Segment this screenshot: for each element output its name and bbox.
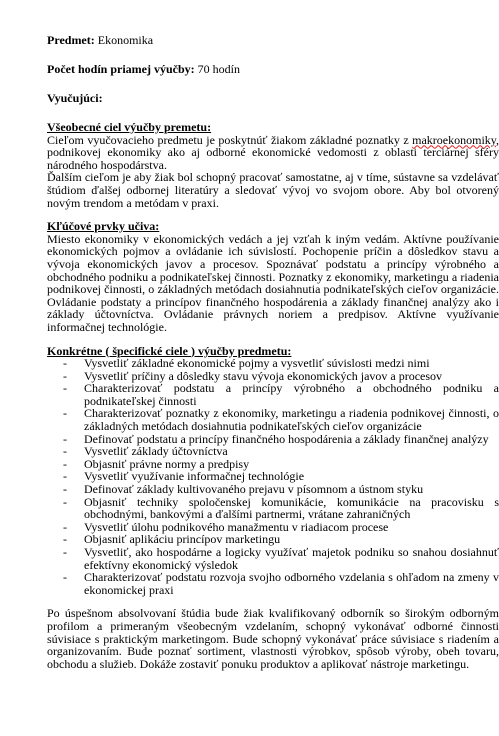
list-item: - Charakterizovať poznatky z ekonomiky, marketingu a riadenia podnikovej činnosti, o základných metódach dosiahnutia podnikateľských cieľov organizácie [47,407,499,432]
document-page [47,34,499,670]
list-item: - Vysvetliť príčiny a dôsledky stavu vývoja ekonomických javov a procesov [47,370,499,383]
list-item: - Vysvetliť využívanie informačnej technológie [47,470,499,483]
hours-line [47,63,499,76]
list-item: - Charakterizovať podstatu rozvoja svojho odborného vzdelania s ohľadom na zmeny v ekonomickej praxi [47,571,499,596]
list-item: - Objasniť aplikáciu princípov marketingu [47,533,499,546]
list-item: - Definovať podstatu a princípy finančného hospodárenia a základy finančnej analýzy [47,433,499,446]
hours-label: Počet hodín priamej výučby: [47,62,195,76]
general-aims-heading: Všeobecné ciel výučby premetu: [47,120,212,134]
list-item: - Objasniť techniky spoločenskej komunikácie, komunikácie na pracovisku s obchodnými, bankovými a ďalšími partnermi, vrátane zahraničných [47,496,499,521]
hours-value: 70 hodín [197,62,240,76]
list-item: - Vysvetliť základné ekonomické pojmy a vysvetliť súvislosti medzi nimi [47,357,499,370]
teachers-label: Vyučujúci: [47,91,103,105]
specific-aims-heading: Konkrétne ( špecifické ciele ) výučby predmetu: [47,343,292,358]
subject-label: Predmet: [47,33,95,47]
subject-value: Ekonomika [97,33,154,47]
list-item: - Vysvetliť úlohu podnikového manažmentu v riadiacom procese [47,521,499,534]
closing-paragraph: Po úspešnom absolvovaní štúdia bude žiak kvalifikovaný odborník so širokým odborným profilom a primeraným všeobecným vzdelaním, schopný vykonávať odborné činnosti súvisiace s praktickým marketingom. Bude schopný vykonávať práce súvisiace s riadením a organizovaním. Bude poznať sortiment, vlastnosti výrobkov, spôsob výroby, obeh tovaru, obchodu a služieb. Dokáže zostaviť ponuku produktov a aplikovať nástroje marketingu. [47,606,499,671]
specific-aims-list [47,357,499,596]
list-item: - Objasniť právne normy a predpisy [47,458,499,471]
spellcheck-underlined-word: makroekonomiky [412,132,496,147]
list-item: - Vysvetliť, ako hospodárne a logicky využívať majetok podniku so snahou dosiahnuť efektívny ekonomický výsledok [47,546,499,571]
key-elements-paragraph: Miesto ekonomiky v ekonomických vedách a jej vzťah k iným vedám. Aktívne používanie ekonomických pojmov a ovládanie ich súvislostí. Pochopenie príčin a dôsledkov stavu a vývoja ekonomických javov a procesov. Spoznávať podstatu a princípy výrobného a obchodného podniku a podnikateľskej činnosti. Poznatky z ekonomiky, marketingu a riadenia podnikovej činnosti, o základných metódach dosiahnutia podnikateľských cieľov organizácie. Ovládanie podstaty a princípov finančného hospodárenia a základy finančnej analýzy ako i základy účtovníctva. Ovládanie právnych noriem a predpisov. Aktívne využívanie informačnej technológie. [47,231,499,334]
general-aims-paragraph-1: Cieľom vyučovacieho predmetu je poskytnúť žiakom základné poznatky z makroekonomiky, podnikovej ekonomiky ako aj odborné ekonomické vedomosti z oblasti terciárnej sféry národného hospodárstva. [47,132,499,172]
general-aims-paragraph-2: Ďalším cieľom je aby žiak bol schopný pracovať samostatne, aj v tíme, sústavne sa vzdelávať štúdiom ďalšej odbornej literatúry a sledovať vývoj vo svojom obore. Aby bol otvorený novým trendom a metódam v praxi. [47,170,499,210]
subject-line [47,34,499,47]
key-elements-heading: Kľúčové prvky učiva: [47,219,160,234]
list-item: - Definovať základy kultivovaného prejavu v písomnom a ústnom styku [47,483,499,496]
list-item: - Vysvetliť základy účtovníctva [47,445,499,458]
list-item: - Charakterizovať podstatu a princípy výrobného a obchodného podniku a podnikateľskej činnosti [47,382,499,407]
